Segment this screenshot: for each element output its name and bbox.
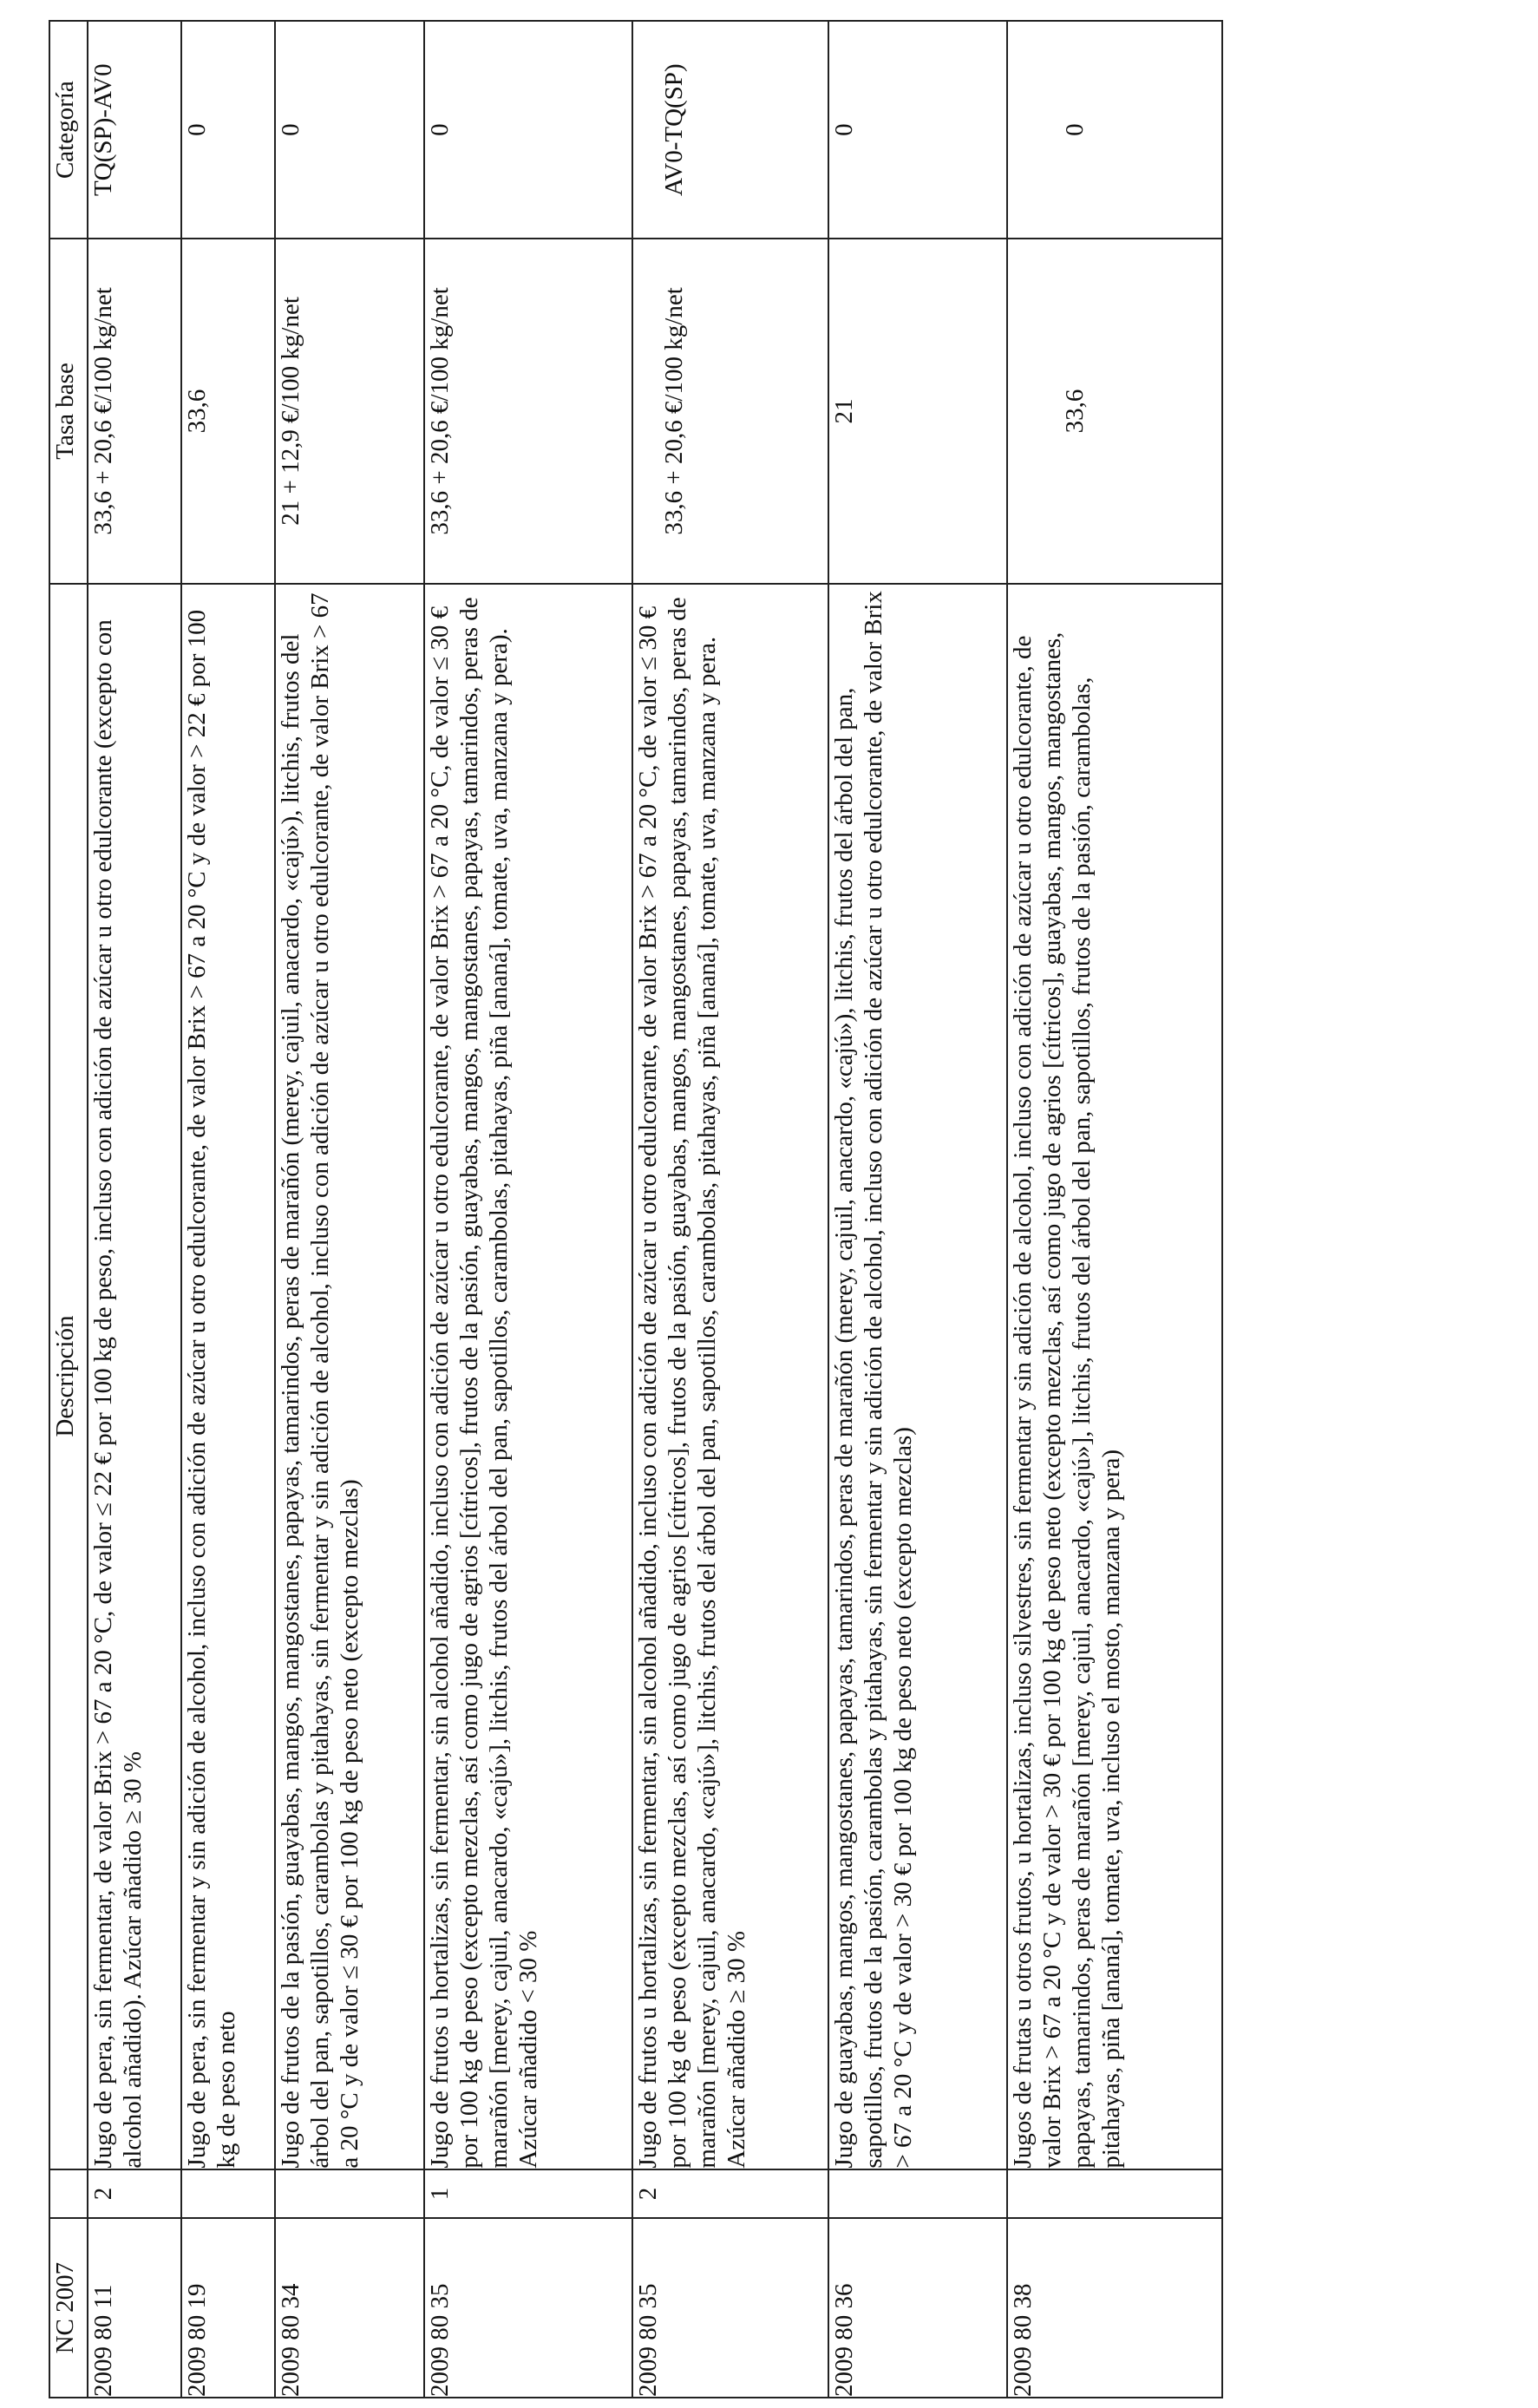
nc-code: 2009 80 19 [181,2218,275,2398]
base-rate: 21 [828,239,1007,583]
table-row [88,21,181,2398]
base-rate: 33,6 + 20,6 €/100 kg/net [88,239,181,583]
table-row [181,21,275,2398]
base-rate: 21 + 12,9 €/100 kg/net [275,239,424,583]
description: Jugo de frutos de la pasión, guayabas, mangos, mangostanes, papayas, tamarindos, peras de marañón (merey, cajuil, anacardo, «cajú»), litchis, frutos del árbol del pan, sapotillos, carambolas y pitahayas, sin fermentar y sin adición de alcohol, incluso con adición de azúcar u otro edulcorante, de valor Brix > 67 a 20 °C y de valor ≤ 30 € por 100 kg de peso neto (excepto mezclas) [275,584,424,2169]
table-header-row [49,21,88,2398]
subdivision-number [828,2169,1007,2219]
base-rate: 33,6 + 20,6 €/100 kg/net [424,239,632,583]
subdivision-number: 2 [88,2169,181,2219]
header-descripcion: Descripción [49,584,88,2169]
category: TQ(SP)-AV0 [88,21,181,239]
category: 0 [828,21,1007,239]
description: Jugos de frutas u otros frutos, u hortalizas, incluso silvestres, sin fermentar y sin adición de alcohol, incluso con adición de azúcar u otro edulcorante, de valor Brix > 67 a 20 °C y de valor > 30 € por 100 kg de peso neto (excepto mezclas, así como jugo de agrios [cítricos], guayabas, mangos, mangostanes, papayas, tamarindos, peras de marañón [merey, cajuil, anacardo, «cajú»], litchis, frutos del árbol del pan, sapotillos, frutos de la pasión, carambolas, pitahayas, piña [ananá], tomate, uva, incluso el mosto, manzana y pera) [1007,584,1222,2169]
category: AV0-TQ(SP) [632,21,828,239]
subdivision-number [181,2169,275,2219]
category: 0 [275,21,424,239]
table-row [275,21,424,2398]
nc-code: 2009 80 35 [632,2218,828,2398]
table-row [424,21,632,2398]
description: Jugo de pera, sin fermentar, de valor Brix > 67 a 20 °C, de valor ≤ 22 € por 100 kg de peso, incluso con adición de azúcar u otro edulcorante (excepto con alcohol añadido). Azúcar añadido ≥ 30 % [88,584,181,2169]
nc-code: 2009 80 36 [828,2218,1007,2398]
category: 0 [424,21,632,239]
tariff-table [49,20,1223,2398]
description: Jugo de frutos u hortalizas, sin fermentar, sin alcohol añadido, incluso con adición de azúcar u otro edulcorante, de valor Brix > 67 a 20 °C, de valor ≤ 30 € por 100 kg de peso (excepto mezclas, así como jugo de agrios [cítricos], frutos de la pasión, guayabas, mangos, mangostanes, papayas, tamarindos, peras de marañón [merey, cajuil, anacardo, «cajú»], litchis, frutos del árbol del pan, sapotillos, carambolas, pitahayas, piña [ananá], tomate, uva, manzana y pera. Azúcar añadido ≥ 30 % [632,584,828,2169]
table-row [828,21,1007,2398]
subdivision-number [1007,2169,1222,2219]
nc-code: 2009 80 35 [424,2218,632,2398]
category: 0 [1007,21,1222,239]
nc-code: 2009 80 38 [1007,2218,1222,2398]
table-row [1007,21,1222,2398]
header-subdivision [49,2169,88,2219]
base-rate: 33,6 [1007,239,1222,583]
header-nc-2007: NC 2007 [49,2218,88,2398]
description: Jugo de frutos u hortalizas, sin fermentar, sin alcohol añadido, incluso con adición de azúcar u otro edulcorante, de valor Brix > 67 a 20 °C, de valor ≤ 30 € por 100 kg de peso (excepto mezclas, así como jugo de agrios [cítricos], frutos de la pasión, guayabas, mangos, mangostanes, papayas, tamarindos, peras de marañón [merey, cajuil, anacardo, «cajú»], litchis, frutos del árbol del pan, sapotillos, carambolas, pitahayas, piña [ananá], tomate, uva, manzana y pera). Azúcar añadido < 30 % [424,584,632,2169]
base-rate: 33,6 [181,239,275,583]
rotated-table-container [49,20,1221,2398]
nc-code: 2009 80 34 [275,2218,424,2398]
table-row [632,21,828,2398]
subdivision-number [275,2169,424,2219]
subdivision-number: 2 [632,2169,828,2219]
header-tasa-base: Tasa base [49,239,88,583]
category: 0 [181,21,275,239]
description: Jugo de guayabas, mangos, mangostanes, papayas, tamarindos, peras de marañón (merey, cajuil, anacardo, «cajú»), litchis, frutos del árbol del pan, sapotillos, frutos de la pasión, carambolas y pitahayas, sin fermentar y sin adición de alcohol, incluso con adición de azúcar u otro edulcorante, de valor Brix > 67 a 20 °C y de valor > 30 € por 100 kg de peso neto (excepto mezclas) [828,584,1007,2169]
base-rate: 33,6 + 20,6 €/100 kg/net [632,239,828,583]
description: Jugo de pera, sin fermentar y sin adición de alcohol, incluso con adición de azúcar u otro edulcorante, de valor Brix > 67 a 20 °C y de valor > 22 € por 100 kg de peso neto [181,584,275,2169]
subdivision-number: 1 [424,2169,632,2219]
nc-code: 2009 80 11 [88,2218,181,2398]
header-categoria: Categoría [49,21,88,239]
